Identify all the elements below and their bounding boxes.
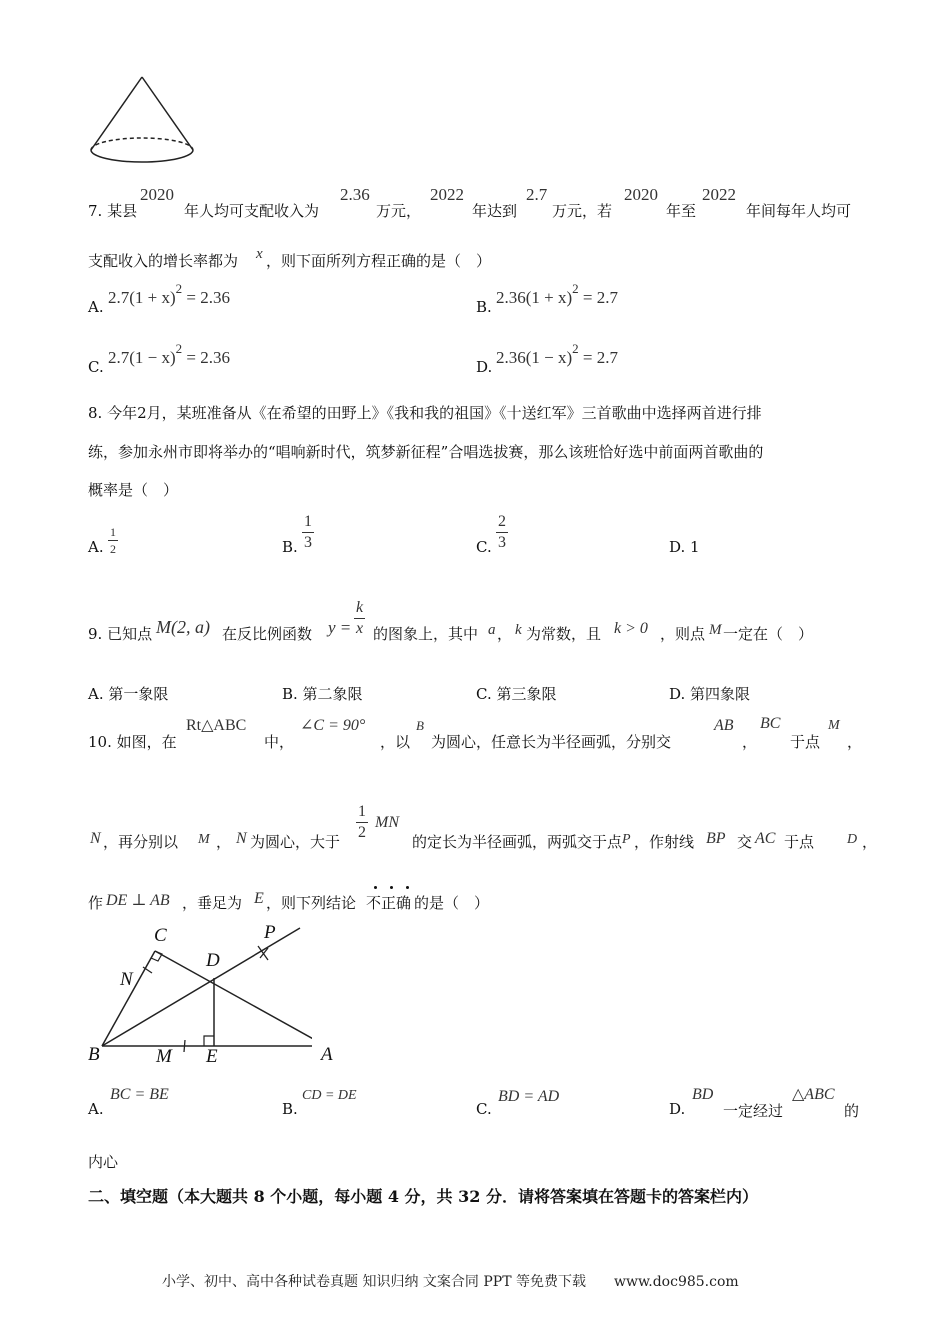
arc-mark-m (184, 1040, 185, 1052)
label-c: C (154, 925, 167, 946)
q7-text: 年人均可支配收入为 (184, 202, 320, 220)
q9-option-d[interactable]: D. 第四象限 (669, 685, 751, 703)
q8-line: 概率是（ ） (88, 481, 179, 499)
q7-text: 年达到 (472, 202, 518, 220)
section-heading: 二、填空题（本大题共 8 个小题，每小题 4 分，共 32 分．请将答案填在答题卡的答案栏内） (88, 1187, 758, 1206)
right-angle-e (204, 1036, 214, 1046)
q9-option-a[interactable]: A. 第一象限 (88, 685, 169, 703)
label-a: A (321, 1044, 333, 1065)
q7-year: 2022 (702, 185, 736, 204)
segment-ca (155, 951, 312, 1046)
triangle-figure (82, 920, 312, 1070)
label-b: B (88, 1044, 100, 1065)
q9-option-c[interactable]: C. 第三象限 (476, 685, 557, 703)
q7-text: 支配收入的增长率都为 (88, 252, 239, 270)
point-m: M(2, a) (156, 617, 210, 637)
q7-year: 2020 (140, 185, 174, 204)
cone-figure (85, 72, 200, 167)
label-m: M (156, 1046, 172, 1067)
label-n: N (120, 969, 133, 990)
q8-line: 练，参加永州市即将举办的“唱响新时代，筑梦新征程”合唱选拔赛，那么该班恰好选中前面两首歌曲的 (88, 443, 764, 461)
q7-year: 2022 (430, 185, 464, 204)
label-e: E (206, 1046, 218, 1067)
q8-line: 8. 今年2月，某班准备从《在希望的田野上》《我和我的祖国》《十送红军》三首歌曲中选择两首进行排 (88, 404, 762, 422)
q7-text: 万元，若 (552, 202, 613, 220)
page-footer: 小学、初中、高中各种试卷真题 知识归纳 文案合同 PPT 等免费下载 www.doc985.com (162, 1274, 739, 1290)
label-p: P (264, 922, 276, 943)
emphasis-not-correct: 不正确 (366, 894, 412, 912)
q9-option-b[interactable]: B. 第二象限 (282, 685, 363, 703)
q7-var: x (256, 246, 263, 262)
q7-text: 7. 某县 (88, 202, 138, 220)
q7-text: 年间每年人均可 (746, 202, 852, 220)
q7-text: 万元， (376, 202, 422, 220)
q7-value: 2.36 (340, 185, 370, 204)
label-d: D (206, 950, 220, 971)
half-fraction: $\frac{1}{2}$ (358, 803, 366, 841)
q7-year: 2020 (624, 185, 658, 204)
q7-value: 2.7 (526, 185, 548, 204)
q7-text: 年至 (666, 202, 697, 220)
func-fraction: $\frac{k}{x}$ (356, 599, 364, 637)
segment-bc (102, 951, 155, 1046)
q7-text: ，则下面所列方程正确的是（ ） (266, 252, 492, 270)
